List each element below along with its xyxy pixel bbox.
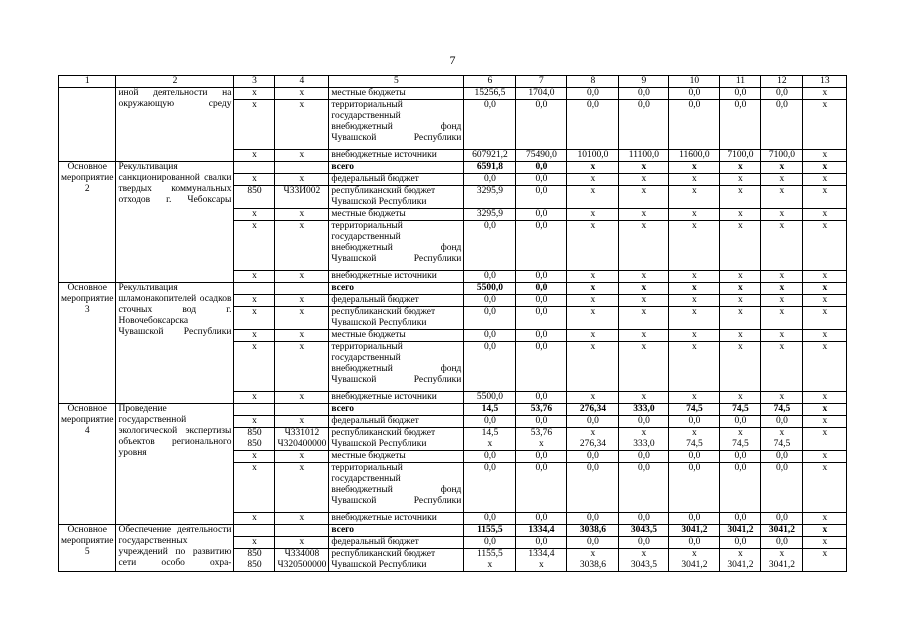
amount-cell: 1334,4 x [516, 549, 567, 572]
measure-name: Основное мероприятие 2 [59, 162, 116, 283]
funding-source: внебюджетные источники [329, 513, 464, 525]
amount-cell: x [803, 283, 847, 295]
amount-cell: 0,0 [761, 100, 803, 150]
amount-cell: 53,76 [516, 404, 567, 416]
amount-cell: x [803, 392, 847, 404]
target-article-code [275, 283, 329, 295]
grbs-code: 850 850 [234, 549, 275, 572]
amount-cell: x [803, 174, 847, 186]
header-row [59, 76, 847, 88]
grbs-code: 850 850 [234, 428, 275, 451]
header-cell-6: 6 [464, 76, 516, 88]
grbs-code: x [234, 451, 275, 463]
amount-cell: 0,0 [516, 209, 567, 221]
amount-cell: 3041,2 [720, 525, 761, 537]
header-cell-13: 13 [803, 76, 847, 88]
funding-source: местные бюджеты [329, 451, 464, 463]
amount-cell: 0,0 [619, 463, 669, 513]
target-article-code: x [275, 513, 329, 525]
amount-cell: 0,0 [464, 295, 516, 307]
grbs-code: x [234, 221, 275, 271]
amount-cell: 0,0 [516, 513, 567, 525]
amount-cell: x [567, 283, 619, 295]
amount-cell: 7100,0 [720, 150, 761, 162]
grbs-code: x [234, 307, 275, 330]
amount-cell: x [720, 271, 761, 283]
amount-cell: x [619, 221, 669, 271]
amount-cell: 0,0 [464, 463, 516, 513]
grbs-code [234, 162, 275, 174]
target-article-code: x [275, 463, 329, 513]
target-article-code [275, 525, 329, 537]
amount-cell: x [669, 209, 720, 221]
amount-cell: x [567, 307, 619, 330]
amount-cell: x [761, 307, 803, 330]
funding-source: территориальный государственный внебюджетный фонд Чувашской Республики [329, 342, 464, 392]
amount-cell: 0,0 [516, 330, 567, 342]
table-row [59, 162, 847, 174]
header-cell-7: 7 [516, 76, 567, 88]
amount-cell: x [720, 209, 761, 221]
amount-cell: x [669, 295, 720, 307]
amount-cell: x [803, 295, 847, 307]
amount-cell: x [803, 209, 847, 221]
amount-cell: x [803, 428, 847, 451]
header-cell-9: 9 [619, 76, 669, 88]
amount-cell: x [761, 162, 803, 174]
target-article-code: x [275, 342, 329, 392]
grbs-code: 850 [234, 186, 275, 209]
grbs-code: x [234, 513, 275, 525]
amount-cell: x [720, 330, 761, 342]
amount-cell: 0,0 [567, 416, 619, 428]
amount-cell: x [567, 271, 619, 283]
amount-cell: x [669, 330, 720, 342]
amount-cell: x [720, 342, 761, 392]
funding-source: республиканский бюджет Чувашской Республики [329, 549, 464, 572]
amount-cell: x [803, 342, 847, 392]
target-article-code: x [275, 392, 329, 404]
grbs-code: x [234, 330, 275, 342]
header-cell-8: 8 [567, 76, 619, 88]
grbs-code: x [234, 463, 275, 513]
amount-cell: x [803, 186, 847, 209]
amount-cell: x [619, 342, 669, 392]
grbs-code [234, 283, 275, 295]
amount-cell: x 333,0 [619, 428, 669, 451]
amount-cell: x [720, 174, 761, 186]
amount-cell: 11100,0 [619, 150, 669, 162]
amount-cell: x [567, 174, 619, 186]
amount-cell: x [619, 392, 669, 404]
amount-cell: x [619, 295, 669, 307]
amount-cell: 0,0 [669, 537, 720, 549]
grbs-code: x [234, 392, 275, 404]
target-article-code: x [275, 416, 329, 428]
amount-cell: x [803, 150, 847, 162]
target-article-code: x [275, 88, 329, 100]
amount-cell: 7100,0 [761, 150, 803, 162]
amount-cell: x [567, 209, 619, 221]
amount-cell: 0,0 [464, 451, 516, 463]
amount-cell: 0,0 [516, 295, 567, 307]
amount-cell: x [567, 221, 619, 271]
amount-cell: 0,0 [619, 100, 669, 150]
amount-cell: x [803, 549, 847, 572]
amount-cell: 74,5 [720, 404, 761, 416]
funding-source: федеральный бюджет [329, 416, 464, 428]
amount-cell: x [720, 186, 761, 209]
table-row [59, 404, 847, 416]
amount-cell: x [720, 392, 761, 404]
funding-source: внебюджетные источники [329, 271, 464, 283]
amount-cell: 0,0 [567, 463, 619, 513]
funding-source: местные бюджеты [329, 88, 464, 100]
amount-cell: x [669, 186, 720, 209]
funding-source: федеральный бюджет [329, 174, 464, 186]
amount-cell: x [567, 342, 619, 392]
amount-cell: x [619, 186, 669, 209]
amount-cell: 0,0 [761, 88, 803, 100]
amount-cell: 0,0 [464, 100, 516, 150]
funding-source: всего [329, 162, 464, 174]
amount-cell: x [567, 295, 619, 307]
funding-source: территориальный государственный внебюджетный фонд Чувашской Республики [329, 100, 464, 150]
target-article-code: x [275, 221, 329, 271]
amount-cell: x [803, 404, 847, 416]
amount-cell: 0,0 [516, 307, 567, 330]
amount-cell: x [761, 271, 803, 283]
target-article-code: x [275, 307, 329, 330]
amount-cell: 74,5 [761, 404, 803, 416]
amount-cell: x [803, 88, 847, 100]
amount-cell: 0,0 [619, 537, 669, 549]
amount-cell: 0,0 [761, 513, 803, 525]
amount-cell: 3041,2 [761, 525, 803, 537]
amount-cell: x [761, 283, 803, 295]
amount-cell: x [567, 330, 619, 342]
header-cell-11: 11 [720, 76, 761, 88]
target-article-code: x [275, 271, 329, 283]
amount-cell: 1704,0 [516, 88, 567, 100]
amount-cell: x [803, 221, 847, 271]
amount-cell: 0,0 [464, 330, 516, 342]
amount-cell: x [619, 209, 669, 221]
target-article-code: x [275, 537, 329, 549]
funding-source: республиканский бюджет Чувашской Республики [329, 307, 464, 330]
amount-cell: 1155,5 x [464, 549, 516, 572]
amount-cell: x [803, 513, 847, 525]
measure-name: Основное мероприятие 3 [59, 283, 116, 404]
amount-cell: x [803, 463, 847, 513]
amount-cell: x [720, 221, 761, 271]
grbs-code: x [234, 100, 275, 150]
amount-cell: x 276,34 [567, 428, 619, 451]
amount-cell: 3041,2 [669, 525, 720, 537]
amount-cell: x 3038,6 [567, 549, 619, 572]
header-cell-1: 1 [59, 76, 116, 88]
amount-cell: x [669, 342, 720, 392]
amount-cell: x 3041,2 [761, 549, 803, 572]
funding-source: территориальный государственный внебюджетный фонд Чувашской Республики [329, 221, 464, 271]
amount-cell: x [803, 537, 847, 549]
grbs-code [234, 525, 275, 537]
amount-cell: x [761, 209, 803, 221]
amount-cell: x [803, 162, 847, 174]
amount-cell: 0,0 [669, 100, 720, 150]
amount-cell: 0,0 [619, 513, 669, 525]
amount-cell: 0,0 [464, 174, 516, 186]
amount-cell: x 74,5 [761, 428, 803, 451]
amount-cell: x [761, 186, 803, 209]
table-row [59, 283, 847, 295]
amount-cell: x [567, 392, 619, 404]
header-cell-4: 4 [275, 76, 329, 88]
amount-cell: x [720, 307, 761, 330]
measure-description: Рекультивация санкционированной свалки твердых коммунальных отходов г. Чебоксары [116, 162, 234, 283]
amount-cell: 0,0 [464, 537, 516, 549]
amount-cell: x [720, 162, 761, 174]
amount-cell: 0,0 [516, 100, 567, 150]
amount-cell: 6591,8 [464, 162, 516, 174]
amount-cell: 14,5 x [464, 428, 516, 451]
amount-cell: x [567, 162, 619, 174]
amount-cell: x [669, 392, 720, 404]
target-article-code: x [275, 209, 329, 221]
amount-cell: 607921,2 [464, 150, 516, 162]
amount-cell: 0,0 [619, 416, 669, 428]
target-article-code: x [275, 174, 329, 186]
amount-cell: x [803, 416, 847, 428]
header-cell-12: 12 [761, 76, 803, 88]
amount-cell: x [803, 271, 847, 283]
amount-cell: 3295,9 [464, 209, 516, 221]
amount-cell: x [619, 307, 669, 330]
amount-cell: 0,0 [516, 174, 567, 186]
budget-table [58, 75, 847, 572]
amount-cell: 0,0 [669, 513, 720, 525]
amount-cell: x [803, 525, 847, 537]
amount-cell: x 74,5 [669, 428, 720, 451]
amount-cell: 1334,4 [516, 525, 567, 537]
target-article-code: x [275, 451, 329, 463]
amount-cell: 5500,0 [464, 392, 516, 404]
amount-cell: x [669, 162, 720, 174]
target-article-code: x [275, 100, 329, 150]
amount-cell: 5500,0 [464, 283, 516, 295]
amount-cell: 11600,0 [669, 150, 720, 162]
amount-cell: 0,0 [516, 271, 567, 283]
header-cell-3: 3 [234, 76, 275, 88]
measure-name: Основное мероприятие 4 [59, 404, 116, 525]
target-article-code: Ч33И002 [275, 186, 329, 209]
funding-source: местные бюджеты [329, 209, 464, 221]
amount-cell: 0,0 [720, 451, 761, 463]
amount-cell: 0,0 [720, 513, 761, 525]
measure-name: Основное мероприятие 5 [59, 525, 116, 572]
amount-cell: 0,0 [669, 463, 720, 513]
amount-cell: 0,0 [516, 392, 567, 404]
funding-source: всего [329, 283, 464, 295]
amount-cell: 0,0 [464, 342, 516, 392]
amount-cell: 75490,0 [516, 150, 567, 162]
page-number: 7 [449, 53, 456, 67]
amount-cell: x [720, 295, 761, 307]
amount-cell: 0,0 [567, 451, 619, 463]
amount-cell: 0,0 [516, 186, 567, 209]
amount-cell: x [669, 221, 720, 271]
amount-cell: 14,5 [464, 404, 516, 416]
amount-cell: 0,0 [464, 271, 516, 283]
amount-cell: 0,0 [619, 451, 669, 463]
amount-cell: 0,0 [669, 88, 720, 100]
amount-cell: 0,0 [464, 221, 516, 271]
grbs-code: x [234, 416, 275, 428]
amount-cell: 0,0 [516, 283, 567, 295]
amount-cell: x [761, 392, 803, 404]
amount-cell: 53,76 x [516, 428, 567, 451]
measure-description: Проведение государственной экологической экспертизы объектов регионального уровня [116, 404, 234, 525]
table-row [59, 88, 847, 100]
amount-cell: 0,0 [516, 537, 567, 549]
amount-cell: x [567, 186, 619, 209]
amount-cell: x [761, 342, 803, 392]
amount-cell: x [761, 221, 803, 271]
amount-cell: 0,0 [567, 100, 619, 150]
amount-cell: 0,0 [720, 88, 761, 100]
grbs-code: x [234, 537, 275, 549]
grbs-code [234, 404, 275, 416]
amount-cell: 0,0 [761, 537, 803, 549]
grbs-code: x [234, 342, 275, 392]
amount-cell: 0,0 [669, 416, 720, 428]
amount-cell: x 3043,5 [619, 549, 669, 572]
amount-cell: x [619, 283, 669, 295]
target-article-code: Ч334008 Ч320500000 [275, 549, 329, 572]
amount-cell: 0,0 [761, 463, 803, 513]
funding-source: внебюджетные источники [329, 392, 464, 404]
amount-cell: x [803, 100, 847, 150]
amount-cell: 0,0 [516, 221, 567, 271]
amount-cell: 0,0 [516, 451, 567, 463]
measure-description: Рекультивация шламонакопителей осадков сточных вод г. Новочебоксарска Чувашской Республики [116, 283, 234, 404]
amount-cell: 0,0 [720, 537, 761, 549]
amount-cell: x [720, 283, 761, 295]
amount-cell: 276,34 [567, 404, 619, 416]
amount-cell: 0,0 [720, 100, 761, 150]
amount-cell: 0,0 [669, 451, 720, 463]
amount-cell: 0,0 [761, 451, 803, 463]
amount-cell: x [803, 330, 847, 342]
grbs-code: x [234, 209, 275, 221]
amount-cell: x [803, 307, 847, 330]
measure-description: Обеспечение деятельности государственных учреждений по развитию сети особо охра- [116, 525, 234, 572]
amount-cell: 333,0 [619, 404, 669, 416]
amount-cell: x [669, 271, 720, 283]
amount-cell: 0,0 [516, 416, 567, 428]
amount-cell: x [669, 283, 720, 295]
funding-source: внебюджетные источники [329, 150, 464, 162]
grbs-code: x [234, 271, 275, 283]
amount-cell: 0,0 [464, 307, 516, 330]
amount-cell: x [669, 307, 720, 330]
amount-cell: 0,0 [464, 513, 516, 525]
amount-cell: x [761, 330, 803, 342]
amount-cell: 0,0 [720, 463, 761, 513]
amount-cell: x 3041,2 [720, 549, 761, 572]
amount-cell: 3043,5 [619, 525, 669, 537]
funding-source: местные бюджеты [329, 330, 464, 342]
amount-cell: 10100,0 [567, 150, 619, 162]
table-row [59, 525, 847, 537]
amount-cell: x [619, 330, 669, 342]
amount-cell: 74,5 [669, 404, 720, 416]
amount-cell: 0,0 [567, 513, 619, 525]
amount-cell: x 74,5 [720, 428, 761, 451]
grbs-code: x [234, 150, 275, 162]
amount-cell: 0,0 [516, 342, 567, 392]
target-article-code: x [275, 330, 329, 342]
grbs-code: x [234, 174, 275, 186]
measure-description: иной деятельности на окружающую среду [116, 88, 234, 162]
amount-cell: x [761, 174, 803, 186]
amount-cell: x [761, 295, 803, 307]
amount-cell: 0,0 [516, 162, 567, 174]
amount-cell: x 3041,2 [669, 549, 720, 572]
amount-cell: x [619, 174, 669, 186]
amount-cell: x [619, 271, 669, 283]
amount-cell: 3295,9 [464, 186, 516, 209]
funding-source: федеральный бюджет [329, 295, 464, 307]
target-article-code: Ч331012 Ч320400000 [275, 428, 329, 451]
funding-source: всего [329, 525, 464, 537]
amount-cell: 3038,6 [567, 525, 619, 537]
header-cell-2: 2 [116, 76, 234, 88]
funding-source: республиканский бюджет Чувашской Республики [329, 186, 464, 209]
amount-cell: 15256,5 [464, 88, 516, 100]
grbs-code: x [234, 295, 275, 307]
amount-cell: x [619, 162, 669, 174]
amount-cell: x [803, 451, 847, 463]
grbs-code: x [234, 88, 275, 100]
funding-source: федеральный бюджет [329, 537, 464, 549]
header-cell-10: 10 [669, 76, 720, 88]
amount-cell: 1155,5 [464, 525, 516, 537]
amount-cell: 0,0 [567, 88, 619, 100]
target-article-code: x [275, 150, 329, 162]
measure-name [59, 88, 116, 162]
funding-source: республиканский бюджет Чувашской Республики [329, 428, 464, 451]
amount-cell: 0,0 [516, 463, 567, 513]
funding-source: всего [329, 404, 464, 416]
amount-cell: 0,0 [619, 88, 669, 100]
amount-cell: 0,0 [761, 416, 803, 428]
amount-cell: 0,0 [567, 537, 619, 549]
amount-cell: x [669, 174, 720, 186]
amount-cell: 0,0 [720, 416, 761, 428]
header-cell-5: 5 [329, 76, 464, 88]
target-article-code [275, 404, 329, 416]
target-article-code: x [275, 295, 329, 307]
funding-source: территориальный государственный внебюджетный фонд Чувашской Республики [329, 463, 464, 513]
target-article-code [275, 162, 329, 174]
amount-cell: 0,0 [464, 416, 516, 428]
